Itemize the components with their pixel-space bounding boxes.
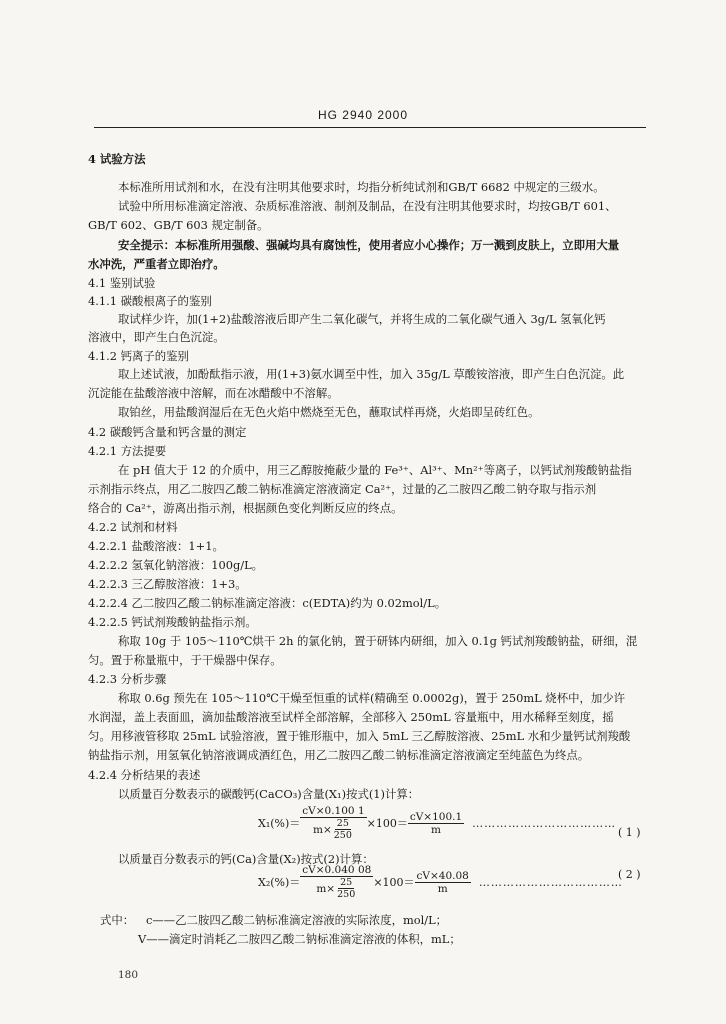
safety-note-line-2: 水冲洗，严重者立即治疗。 [88, 257, 225, 271]
formula-2-lead: 以质量百分数表示的钙(Ca)含量(X₂)按式(2)计算： [118, 852, 374, 866]
total-volume: 250 [333, 830, 352, 841]
formula-2-simplified-denominator: m [437, 882, 448, 895]
definition-v: V——滴定时消耗乙二胺四乙酸二钠标准滴定溶液的体积，mL； [138, 932, 461, 946]
definition-c: c——乙二胺四乙酸二钠标准滴定溶液的实际浓度，mol/L； [146, 913, 448, 927]
formula-2-denominator-m: m× [316, 882, 336, 895]
formula-2-simplified-fraction [415, 870, 471, 895]
paragraph-4-2-3-line-1: 称取 0.6g 预先在 105～110℃干燥至恒重的试样(精确至 0.0002g)，置于 250mL 烧杯中，加少许 [118, 691, 626, 705]
safety-note-line-1: 安全提示：本标准所用强酸、强碱均具有腐蚀性，使用者应小心操作；万一溅到皮肤上，立即用大量 [118, 238, 620, 252]
reagent-item: 4.2.2.4 乙二胺四乙酸二钠标准滴定溶液：c(EDTA)约为 0.02mol/L。 [88, 596, 447, 610]
paragraph-4-1-2-line-1: 取上述试液，加酚酞指示液，用(1+3)氨水调至中性，加入 35g/L 草酸铵溶液，即产生白色沉淀。此 [118, 367, 625, 381]
formula-1-simplified-denominator: m [431, 823, 441, 836]
subsection-title-4-1-2: 4.1.2 钙离子的鉴别 [88, 349, 189, 363]
reagent-item: 4.2.2.1 盐酸溶液：1+1。 [88, 539, 224, 553]
paragraph-4-1-1-line-2: 溶液中，即产生白色沉淀。 [88, 330, 225, 344]
intro-paragraph-2-line-2: GB/T 602、GB/T 603 规定制备。 [88, 218, 269, 232]
page-number: 180 [118, 969, 139, 981]
formula-2-fraction [300, 864, 373, 900]
paragraph-4-2-1-line-1: 在 pH 值大于 12 的介质中，用三乙醇胺掩蔽少量的 Fe³⁺、Al³⁺、Mn²⁺等离子，以钙试剂羧酸钠盐指 [118, 463, 632, 477]
paragraph-4-2-1-line-2: 示剂指示终点，用乙二胺四乙酸二钠标准滴定溶液滴定 Ca²⁺，过量的乙二胺四乙酸二钠夺取与指示剂 [88, 482, 597, 496]
formula-1-lead: 以质量百分数表示的碳酸钙(CaCO₃)含量(X₁)按式(1)计算： [118, 787, 420, 801]
paragraph-4-2-2-5-line-2: 匀。置于称量瓶中，于干燥器中保存。 [88, 653, 282, 667]
formula-1-numerator: cV×0.100 1 [302, 805, 365, 817]
header-rule [94, 127, 646, 128]
subsection-title-4-2: 4.2 碳酸钙含量和钙含量的测定 [88, 425, 247, 439]
formula-1-aliquot-ratio [332, 818, 354, 841]
aliquot-volume: 25 [340, 877, 353, 888]
paragraph-4-1-1-line-1: 取试样少许，加(1+2)盐酸溶液后即产生二氧化碳气，并将生成的二氧化碳气通入 3g/L 氢氧化钙 [118, 312, 606, 326]
formula-1-simplified-fraction [408, 811, 464, 836]
formula-1-middle: ×100＝ [366, 817, 408, 830]
reagent-item: 4.2.2.5 钙试剂羧酸钠盐指示剂。 [88, 615, 257, 629]
paragraph-4-2-3-line-2: 水润湿，盖上表面皿，滴加盐酸溶液至试样全部溶解，全部移入 250mL 容量瓶中，用水稀释至刻度，摇 [88, 710, 614, 724]
subsection-title-4-1: 4.1 鉴别试验 [88, 276, 156, 290]
paragraph-4-1-2-line-3: 取铂丝，用盐酸润湿后在无色火焰中燃烧至无色，蘸取试样再烧，火焰即呈砖红色。 [118, 405, 540, 419]
paragraph-4-2-2-5-line-1: 称取 10g 于 105～110℃烘干 2h 的氯化钠，置于研钵内研细，加入 0.1g 钙试剂羧酸钠盐，研细，混 [118, 634, 638, 648]
formula-2 [258, 864, 623, 900]
standard-code-header: HG 2940 2000 [317, 108, 409, 122]
reagent-item: 4.2.2.3 三乙醇胺溶液：1+3。 [88, 577, 247, 591]
subsection-title-4-1-1: 4.1.1 碳酸根离子的鉴别 [88, 294, 212, 308]
paragraph-4-2-1-line-3: 络合的 Ca²⁺，游离出指示剂，根据颜色变化判断反应的终点。 [88, 501, 403, 515]
formula-2-leader-dots: ……………………………… [478, 875, 623, 889]
formula-2-aliquot-ratio [335, 877, 357, 900]
paragraph-4-2-3-line-4: 钠盐指示剂，用氢氧化钠溶液调成酒红色，用乙二胺四乙酸二钠标准滴定溶液滴定至纯蓝色为终点。 [88, 748, 590, 762]
formula-1-lhs: X₁(%)＝ [258, 817, 301, 830]
section-title: 4 试验方法 [88, 152, 146, 166]
subsection-title-4-2-4: 4.2.4 分析结果的表述 [88, 768, 201, 782]
formula-1-fraction [300, 805, 366, 841]
total-volume: 250 [337, 889, 356, 900]
formula-2-lhs: X₂(%)＝ [258, 876, 301, 889]
paragraph-4-1-2-line-2: 沉淀能在盐酸溶液中溶解，而在冰醋酸中不溶解。 [88, 386, 339, 400]
subsection-title-4-2-1: 4.2.1 方法提要 [88, 444, 167, 458]
formula-2-numerator: cV×0.040 08 [302, 864, 372, 876]
formula-1-denominator-m: m× [313, 823, 332, 836]
subsection-title-4-2-3: 4.2.3 分析步骤 [88, 672, 167, 686]
intro-paragraph-2-line-1: 试验中所用标准滴定溶液、杂质标准溶液、制剂及制品，在没有注明其他要求时，均按GB/T 601、 [118, 199, 617, 213]
formula-1-leader-dots: ……………………………… [472, 816, 617, 830]
reagent-item: 4.2.2.2 氢氧化钠溶液：100g/L。 [88, 558, 264, 572]
formula-2-simplified-numerator: cV×40.08 [416, 869, 469, 882]
formula-1 [258, 805, 616, 841]
where-label: 式中： [100, 913, 135, 927]
formula-2-number: ( 2 ) [618, 868, 641, 881]
paragraph-4-2-3-line-3: 匀。用移液管移取 25mL 试验溶液，置于锥形瓶中，加入 5mL 三乙醇胺溶液、25mL 水和少量钙试剂羧酸 [88, 729, 631, 743]
subsection-title-4-2-2: 4.2.2 试剂和材料 [88, 520, 178, 534]
formula-1-simplified-numerator: cV×100.1 [409, 810, 463, 823]
formula-1-number: ( 1 ) [618, 826, 641, 839]
aliquot-volume: 25 [336, 818, 349, 829]
intro-paragraph-1: 本标准所用试剂和水，在没有注明其他要求时，均指分析纯试剂和GB/T 6682 中规定的三级水。 [118, 180, 605, 194]
formula-2-middle: ×100＝ [373, 876, 415, 889]
